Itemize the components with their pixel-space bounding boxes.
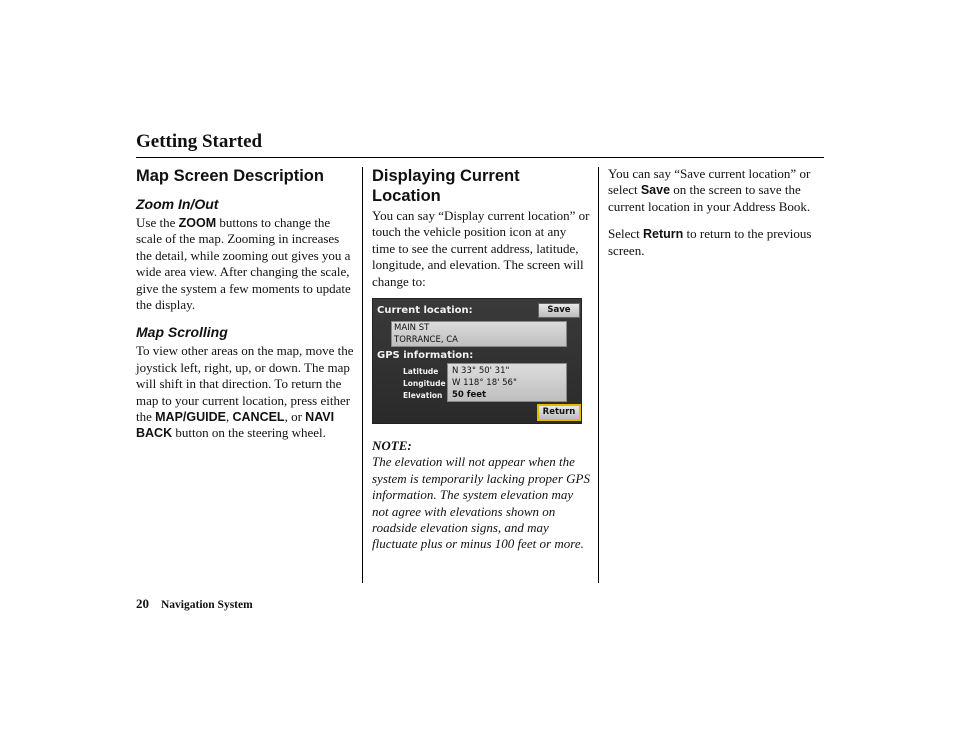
latitude-label: Latitude: [403, 367, 439, 377]
scroll-heading: Map Scrolling: [136, 324, 228, 341]
gps-information-label: GPS information:: [377, 350, 474, 362]
longitude-label: Longitude: [403, 379, 446, 389]
elevation-label: Elevation: [403, 391, 443, 401]
column-divider-1: [362, 167, 363, 583]
current-location-label: Current location:: [377, 305, 473, 317]
note-text: The elevation will not appear when the system is temporarily lacking proper GPS information. The system elevation may not agree with elevations shown on roadside elevation signs, and may fluctuate plus or minus 100 feet or more.: [372, 454, 590, 552]
cancel-key: CANCEL: [232, 410, 285, 425]
zoom-key: ZOOM: [178, 216, 217, 230]
current-location-screen: [372, 298, 582, 424]
column-divider-2: [598, 167, 599, 583]
save-paragraph: You can say “Save current location” or select Save on the screen to save the current location in your Address Book.: [608, 166, 811, 214]
map-guide-key: MAP/GUIDE: [155, 410, 226, 425]
address-box: [391, 321, 567, 347]
return-key: Return: [643, 227, 684, 242]
save-key: Save: [640, 183, 671, 198]
header-rule: [136, 157, 824, 158]
return-paragraph: Select Return to return to the previous screen.: [608, 226, 812, 258]
page-header-title: Getting Started: [136, 131, 263, 152]
current-location-intro: You can say “Display current location” or touch the vehicle position icon at any time to see the current address, latitude, longitude, and elevation. The screen will change to:: [372, 208, 590, 289]
navi-back-key: NAVI BACK: [136, 410, 335, 441]
right-column: [608, 166, 826, 259]
current-location-heading: Displaying Current Location: [372, 167, 520, 205]
latitude-value: N 33° 50' 31": [452, 366, 510, 377]
save-button[interactable]: Save: [538, 303, 580, 318]
gps-box: [447, 363, 567, 402]
map-screen-heading: Map Screen Description: [136, 167, 324, 185]
middle-column: [372, 166, 590, 553]
address-line-1: MAIN ST: [394, 323, 430, 334]
scroll-paragraph: To view other areas on the map, move the joystick left, right, up, or down. The map will shift in that direction. To return the map to your current location, press either the MAP/GUIDE, CANCEL, or NAVI BACK button on the steering wheel.: [136, 343, 354, 441]
address-line-2: TORRANCE, CA: [394, 335, 458, 346]
page-footer: [136, 596, 253, 612]
page-number: 20: [136, 596, 149, 611]
elevation-value: 50 feet: [452, 390, 487, 401]
return-button[interactable]: Return: [537, 404, 581, 421]
longitude-value: W 118° 18' 56": [452, 378, 517, 389]
footer-section: Navigation System: [161, 599, 253, 611]
note-label: NOTE:: [372, 438, 412, 454]
zoom-heading: Zoom In/Out: [136, 196, 219, 212]
zoom-paragraph: Use the ZOOM buttons to change the scale of the map. Zooming in increases the detail, while zooming out gives you a wide area view. After changing the scale, give the system a few moments to update the display.: [136, 215, 351, 313]
left-column: [136, 166, 354, 442]
